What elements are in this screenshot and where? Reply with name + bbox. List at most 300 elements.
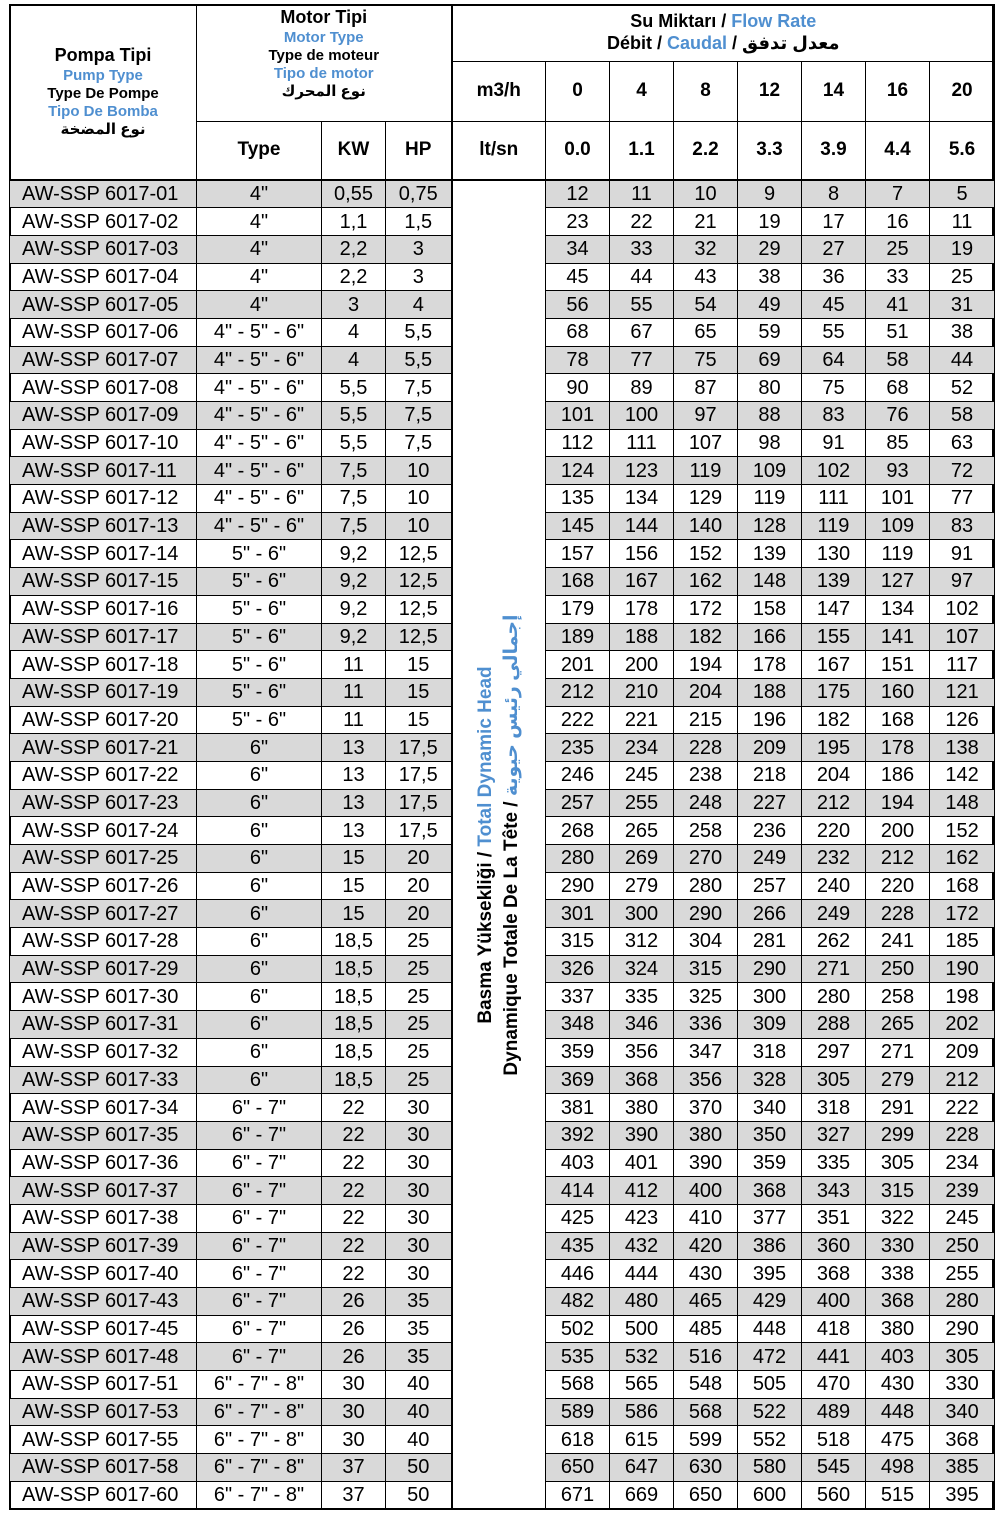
motor-kw: 3 [322,291,386,319]
pump-model: AW-SSP 6017-45 [10,1315,197,1343]
head-value: 381 [546,1094,610,1122]
head-value: 250 [866,955,930,983]
pump-model: AW-SSP 6017-07 [10,346,197,374]
head-value: 212 [930,1066,995,1094]
motor-hp: 25 [386,955,452,983]
head-value: 64 [802,346,866,374]
motor-type-en: Motor Type [283,28,364,46]
head-value: 91 [930,540,995,568]
head-value: 8 [802,180,866,208]
head-value: 265 [610,817,674,845]
motor-type: 5" - 6" [197,568,322,596]
motor-hp: 40 [386,1371,452,1399]
head-value: 297 [802,1038,866,1066]
head-value: 222 [930,1094,995,1122]
head-value: 27 [802,235,866,263]
head-value: 429 [738,1288,802,1316]
head-value: 545 [802,1454,866,1482]
head-value: 58 [930,402,995,430]
motor-kw: 2,2 [322,235,386,263]
motor-hp: 25 [386,1066,452,1094]
head-value: 142 [930,761,995,789]
motor-kw: 13 [322,789,386,817]
head-value: 44 [610,263,674,291]
head-value: 418 [802,1315,866,1343]
motor-hp: 3 [386,235,452,263]
head-value: 11 [610,180,674,208]
head-value: 400 [674,1177,738,1205]
head-value: 67 [610,318,674,346]
head-value: 315 [546,928,610,956]
head-value: 430 [866,1371,930,1399]
motor-type-header [197,5,452,122]
motor-type: 6" - 7" [197,1094,322,1122]
head-value: 380 [866,1315,930,1343]
motor-hp: 10 [386,512,452,540]
motor-type: 4" [197,180,322,208]
motor-type: 6" - 7" [197,1121,322,1149]
head-value: 168 [930,872,995,900]
head-value: 322 [866,1204,930,1232]
head-value: 257 [546,789,610,817]
head-value: 139 [738,540,802,568]
head-value: 290 [930,1315,995,1343]
head-value: 59 [738,318,802,346]
motor-hp: 35 [386,1343,452,1371]
unit-m3h: m3/h [452,62,546,122]
head-value: 209 [930,1038,995,1066]
motor-kw: 22 [322,1121,386,1149]
head-value: 204 [674,678,738,706]
motor-hp: 30 [386,1260,452,1288]
motor-type: 6" [197,900,322,928]
head-value: 369 [546,1066,610,1094]
head-value: 650 [674,1481,738,1509]
motor-kw: 1,1 [322,208,386,236]
head-value: 88 [738,402,802,430]
motor-hp: 17,5 [386,734,452,762]
head-value: 268 [546,817,610,845]
head-value: 140 [674,512,738,540]
pump-model: AW-SSP 6017-06 [10,318,197,346]
head-value: 586 [610,1398,674,1426]
head-value: 258 [674,817,738,845]
head-value: 29 [738,235,802,263]
motor-type: 4" - 5" - 6" [197,374,322,402]
head-value: 618 [546,1426,610,1454]
head-value: 168 [866,706,930,734]
head-value: 271 [802,955,866,983]
head-value: 414 [546,1177,610,1205]
motor-hp: 5,5 [386,318,452,346]
motor-hp: 0,75 [386,180,452,208]
pump-model: AW-SSP 6017-35 [10,1121,197,1149]
head-value: 290 [674,900,738,928]
head-value: 669 [610,1481,674,1509]
head-label-fr: Dynamique Totale De La Tête / [500,795,522,1076]
head-value: 356 [610,1038,674,1066]
flow-m3h-value: 0 [546,62,610,122]
head-value: 55 [802,318,866,346]
motor-kw: 0,55 [322,180,386,208]
motor-hp: 35 [386,1315,452,1343]
motor-kw: 22 [322,1094,386,1122]
head-value: 279 [610,872,674,900]
head-value: 465 [674,1288,738,1316]
head-value: 158 [738,595,802,623]
head-label-tr: Basma Yüksekliği / [474,846,496,1024]
flow-ltsn-value: 3.9 [802,122,866,180]
head-value: 36 [802,263,866,291]
motor-hp: 30 [386,1232,452,1260]
motor-kw: 9,2 [322,540,386,568]
motor-kw: 11 [322,706,386,734]
pump-type-header [10,5,197,180]
pump-type-es: Tipo De Bomba [48,102,158,120]
head-value: 390 [610,1121,674,1149]
motor-hp: 20 [386,845,452,873]
motor-type: 5" - 6" [197,595,322,623]
head-value: 565 [610,1371,674,1399]
head-value: 249 [738,845,802,873]
pump-model: AW-SSP 6017-31 [10,1011,197,1039]
pump-model: AW-SSP 6017-19 [10,678,197,706]
head-value: 69 [738,346,802,374]
motor-kw: 15 [322,900,386,928]
pump-model: AW-SSP 6017-40 [10,1260,197,1288]
motor-kw: 5,5 [322,374,386,402]
head-value: 502 [546,1315,610,1343]
head-value: 87 [674,374,738,402]
motor-hp: 30 [386,1177,452,1205]
flow-m3h-value: 16 [866,62,930,122]
flow-ltsn-value: 5.6 [930,122,995,180]
head-value: 178 [610,595,674,623]
flow-ltsn-value: 0.0 [546,122,610,180]
motor-type: 6" - 7" - 8" [197,1481,322,1509]
motor-type: 6" - 7" - 8" [197,1426,322,1454]
head-value: 23 [546,208,610,236]
head-value: 98 [738,429,802,457]
head-value: 505 [738,1371,802,1399]
head-value: 368 [802,1260,866,1288]
pump-model: AW-SSP 6017-21 [10,734,197,762]
head-value: 107 [930,623,995,651]
head-value: 162 [930,845,995,873]
motor-type: 4" - 5" - 6" [197,318,322,346]
head-value: 441 [802,1343,866,1371]
motor-kw: 37 [322,1481,386,1509]
motor-kw: 9,2 [322,568,386,596]
flow-ltsn-value: 2.2 [674,122,738,180]
pump-model: AW-SSP 6017-20 [10,706,197,734]
flow-rate-es: Caudal [667,33,728,53]
head-value: 324 [610,955,674,983]
head-value: 280 [546,845,610,873]
motor-kw: 2,2 [322,263,386,291]
head-value: 257 [738,872,802,900]
head-value: 470 [802,1371,866,1399]
head-value: 77 [930,485,995,513]
head-value: 68 [866,374,930,402]
head-value: 403 [546,1149,610,1177]
head-value: 238 [674,761,738,789]
head-value: 83 [930,512,995,540]
motor-hp: 7,5 [386,402,452,430]
motor-type: 5" - 6" [197,706,322,734]
head-value: 51 [866,318,930,346]
head-value: 489 [802,1398,866,1426]
head-value: 19 [738,208,802,236]
head-value: 126 [930,706,995,734]
pump-model: AW-SSP 6017-32 [10,1038,197,1066]
head-value: 338 [866,1260,930,1288]
pump-model: AW-SSP 6017-25 [10,845,197,873]
motor-kw: 11 [322,678,386,706]
head-value: 359 [738,1149,802,1177]
pump-model: AW-SSP 6017-17 [10,623,197,651]
motor-type: 4" [197,235,322,263]
head-value: 269 [610,845,674,873]
head-value: 258 [866,983,930,1011]
head-value: 305 [866,1149,930,1177]
flow-rate-header [452,5,995,62]
head-value: 80 [738,374,802,402]
head-value: 401 [610,1149,674,1177]
motor-type: 6" - 7" [197,1204,322,1232]
head-value: 288 [802,1011,866,1039]
motor-type: 6" - 7" [197,1177,322,1205]
pump-model: AW-SSP 6017-09 [10,402,197,430]
head-value: 58 [866,346,930,374]
head-value: 43 [674,263,738,291]
pump-model: AW-SSP 6017-12 [10,485,197,513]
head-value: 195 [802,734,866,762]
head-value: 55 [610,291,674,319]
head-value: 182 [802,706,866,734]
pump-model: AW-SSP 6017-18 [10,651,197,679]
head-value: 72 [930,457,995,485]
pump-model: AW-SSP 6017-60 [10,1481,197,1509]
head-value: 368 [930,1426,995,1454]
head-value: 11 [930,208,995,236]
head-value: 518 [802,1426,866,1454]
head-value: 194 [674,651,738,679]
head-value: 5 [930,180,995,208]
head-value: 212 [866,845,930,873]
head-value: 212 [802,789,866,817]
head-value: 188 [610,623,674,651]
head-value: 157 [546,540,610,568]
head-value: 155 [802,623,866,651]
head-value: 91 [802,429,866,457]
motor-type: 4" - 5" - 6" [197,485,322,513]
head-value: 172 [674,595,738,623]
head-value: 390 [674,1149,738,1177]
head-value: 221 [610,706,674,734]
motor-hp: 15 [386,678,452,706]
head-value: 77 [610,346,674,374]
head-value: 403 [866,1343,930,1371]
pump-model: AW-SSP 6017-37 [10,1177,197,1205]
head-value: 300 [738,983,802,1011]
head-value: 198 [930,983,995,1011]
motor-kw: 7,5 [322,512,386,540]
motor-kw: 15 [322,845,386,873]
head-value: 359 [546,1038,610,1066]
head-value: 250 [930,1232,995,1260]
motor-hp: 1,5 [386,208,452,236]
head-value: 420 [674,1232,738,1260]
table-row [10,180,995,208]
head-value: 448 [738,1315,802,1343]
head-value: 31 [930,291,995,319]
pump-model: AW-SSP 6017-51 [10,1371,197,1399]
pump-model: AW-SSP 6017-16 [10,595,197,623]
head-value: 360 [802,1232,866,1260]
pump-type-en: Pump Type [63,66,143,84]
motor-type: 6" - 7" [197,1149,322,1177]
head-value: 280 [674,872,738,900]
head-value: 17 [802,208,866,236]
head-value: 516 [674,1343,738,1371]
motor-kw: 18,5 [322,1038,386,1066]
motor-kw: 26 [322,1343,386,1371]
motor-hp: 40 [386,1398,452,1426]
head-value: 335 [610,983,674,1011]
head-value: 335 [802,1149,866,1177]
head-value: 45 [546,263,610,291]
motor-kw: 15 [322,872,386,900]
head-value: 49 [738,291,802,319]
head-value: 102 [930,595,995,623]
head-value: 101 [866,485,930,513]
motor-type: 4" - 5" - 6" [197,346,322,374]
head-value: 228 [866,900,930,928]
pump-model: AW-SSP 6017-26 [10,872,197,900]
motor-hp: 3 [386,263,452,291]
head-value: 162 [674,568,738,596]
pump-model: AW-SSP 6017-08 [10,374,197,402]
motor-hp: 30 [386,1149,452,1177]
head-value: 337 [546,983,610,1011]
head-value: 68 [546,318,610,346]
motor-type: 6" - 7" [197,1288,322,1316]
head-value: 270 [674,845,738,873]
head-value: 97 [930,568,995,596]
head-value: 245 [610,761,674,789]
motor-hp: 30 [386,1121,452,1149]
head-value: 650 [546,1454,610,1482]
head-value: 532 [610,1343,674,1371]
pump-type-tr: Pompa Tipi [54,44,152,65]
head-value: 75 [802,374,866,402]
motor-hp: 20 [386,872,452,900]
motor-type: 6" [197,872,322,900]
head-value: 248 [674,789,738,817]
head-value: 255 [930,1260,995,1288]
motor-kw: 5,5 [322,429,386,457]
head-value: 222 [546,706,610,734]
head-value: 325 [674,983,738,1011]
head-value: 172 [930,900,995,928]
head-value: 76 [866,402,930,430]
head-value: 202 [930,1011,995,1039]
head-value: 246 [546,761,610,789]
pump-model: AW-SSP 6017-15 [10,568,197,596]
head-value: 101 [546,402,610,430]
head-value: 318 [802,1094,866,1122]
motor-type: 6" - 7" [197,1343,322,1371]
head-value: 152 [674,540,738,568]
flow-ltsn-value: 4.4 [866,122,930,180]
head-value: 209 [738,734,802,762]
motor-type: 6" - 7" - 8" [197,1371,322,1399]
motor-hp: 12,5 [386,623,452,651]
head-value: 144 [610,512,674,540]
head-value: 309 [738,1011,802,1039]
head-value: 32 [674,235,738,263]
motor-type: 6" [197,1011,322,1039]
pump-model: AW-SSP 6017-58 [10,1454,197,1482]
head-value: 271 [866,1038,930,1066]
flow-m3h-value: 14 [802,62,866,122]
head-value: 204 [802,761,866,789]
pump-model: AW-SSP 6017-23 [10,789,197,817]
head-value: 480 [610,1288,674,1316]
head-value: 548 [674,1371,738,1399]
head-value: 400 [802,1288,866,1316]
head-value: 190 [930,955,995,983]
pump-model: AW-SSP 6017-34 [10,1094,197,1122]
head-value: 305 [802,1066,866,1094]
head-value: 85 [866,429,930,457]
motor-kw: 37 [322,1454,386,1482]
head-value: 446 [546,1260,610,1288]
head-value: 147 [802,595,866,623]
motor-hp: 20 [386,900,452,928]
motor-type: 5" - 6" [197,540,322,568]
motor-hp: 25 [386,928,452,956]
head-value: 350 [738,1121,802,1149]
head-value: 218 [738,761,802,789]
head-value: 255 [610,789,674,817]
head-value: 386 [738,1232,802,1260]
head-value: 249 [802,900,866,928]
flow-m3h-value: 4 [610,62,674,122]
motor-type: 6" [197,1038,322,1066]
head-value: 148 [738,568,802,596]
head-value: 16 [866,208,930,236]
motor-kw: 13 [322,734,386,762]
head-value: 9 [738,180,802,208]
head-value: 234 [930,1149,995,1177]
head-value: 615 [610,1426,674,1454]
head-value: 134 [610,485,674,513]
pump-model: AW-SSP 6017-14 [10,540,197,568]
head-value: 412 [610,1177,674,1205]
head-value: 179 [546,595,610,623]
head-value: 21 [674,208,738,236]
head-value: 232 [802,845,866,873]
head-value: 671 [546,1481,610,1509]
head-value: 385 [930,1454,995,1482]
motor-type: 6" - 7" [197,1260,322,1288]
head-value: 102 [802,457,866,485]
pump-model: AW-SSP 6017-03 [10,235,197,263]
head-value: 472 [738,1343,802,1371]
flow-rate-tr: Su Miktarı / [630,11,732,32]
